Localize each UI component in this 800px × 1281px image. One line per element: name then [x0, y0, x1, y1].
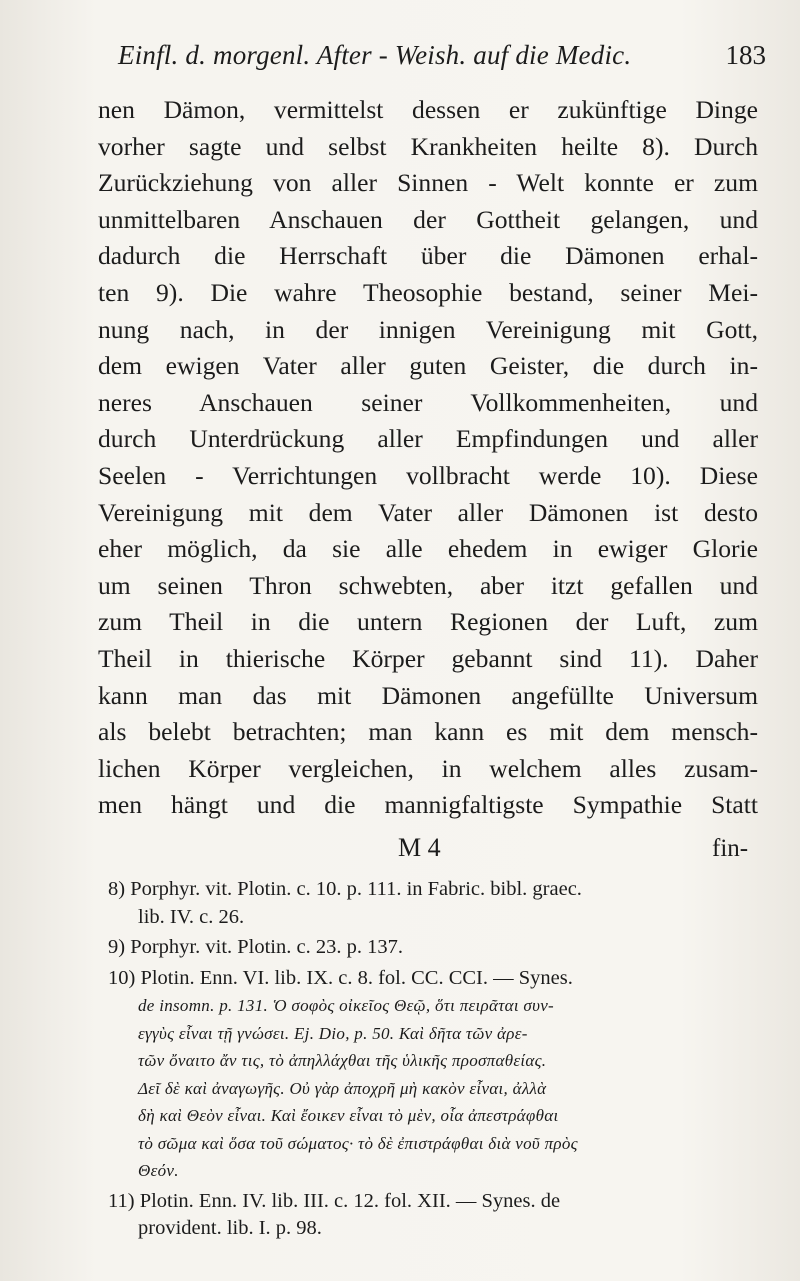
page-header [96, 40, 766, 84]
text-line: lichen Körper vergleichen, in welchem alles zusam- [98, 753, 758, 783]
footnote-line: lib. IV. c. 26. [138, 905, 245, 928]
footnote-line: 11) Plotin. Enn. IV. lib. III. c. 12. fol. XII. — Synes. de [108, 1189, 561, 1212]
footnote-line: τῶν ὄναιτο ἄν τις, τὸ ἀπηλλάχθαι τῆς ὑλικῆς προσπαθείας. [138, 1051, 547, 1070]
footnote-line: 9) Porphyr. vit. Plotin. c. 23. p. 137. [108, 936, 403, 958]
text-line: Zurückziehung von aller Sinnen - Welt konnte er zum [98, 168, 758, 198]
signature-mark: M 4 [398, 833, 441, 862]
footnote-line: δὴ καὶ Θεὸν εἶναι. Καὶ ἔοικεν εἶναι τὸ μὲν, οἷα ἀπεστράφθαι [138, 1106, 559, 1125]
text-line: als belebt betrachten; man kann es mit dem mensch- [98, 717, 758, 747]
text-line: men hängt und die mannigfaltigste Sympathie Statt [98, 790, 758, 820]
text-line: Theil in thierische Körper gebannt sind 11). Daher [98, 643, 758, 673]
footnote-line: provident. lib. I. p. 98. [138, 1217, 322, 1239]
footnote-10 [108, 965, 758, 1185]
text-line: nung nach, in der innigen Vereinigung mit Gott, [98, 314, 758, 344]
main-text [98, 92, 758, 824]
page-number: 183 [725, 40, 766, 70]
text-line: unmittelbaren Anschauen der Gottheit gelangen, und [98, 204, 758, 234]
text-line: zum Theil in die untern Regionen der Luft, zum [98, 607, 758, 637]
text-line: Seelen - Verrichtungen vollbracht werde 10). Diese [98, 460, 758, 490]
text-line: kann man das mit Dämonen angefüllte Universum [98, 680, 758, 710]
text-line: vorher sagte und selbst Krankheiten heilte 8). Durch [98, 131, 758, 161]
text-line: dem ewigen Vater aller guten Geister, die durch in- [98, 351, 758, 381]
footnote-line: 8) Porphyr. vit. Plotin. c. 10. p. 111. in Fabric. bibl. graec. [108, 878, 582, 900]
footnote-line: Δεῖ δὲ καὶ ἀναγωγῆς. Οὐ γὰρ ἀποχρῆ μὴ κακὸν εἶναι, ἀλλὰ [138, 1078, 547, 1098]
running-title: Einfl. d. morgenl. After - Weish. auf die Medic. [118, 40, 632, 70]
footnotes [108, 876, 758, 1246]
text-line: nen Dämon, vermittelst dessen er zukünftige Dinge [98, 95, 758, 124]
footnote-8 [108, 876, 758, 931]
text-line: durch Unterdrückung aller Empfindungen und aller [98, 424, 758, 454]
text-line: dadurch die Herrschaft über die Dämonen erhal- [98, 241, 758, 271]
catchword: fin- [712, 835, 749, 862]
footnote-line: εγγὺς εἶναι τῇ γνώσει. Ej. Dio, p. 50. Καὶ δῆτα τῶν ἀρε- [138, 1023, 528, 1043]
footnote-line: 10) Plotin. Enn. VI. lib. IX. c. 8. fol. CC. CCI. — Synes. [108, 966, 573, 989]
footnote-11 [108, 1188, 758, 1243]
footnote-line: de insomn. p. 131. Ὁ σοφὸς οἰκεῖος Θεῷ, ὅτι πειρᾶται συν- [138, 996, 555, 1015]
text-line: ten 9). Die wahre Theosophie bestand, seiner Mei- [98, 277, 758, 307]
footnote-line: τὸ σῶμα καὶ ὅσα τοῦ σώματος· τὸ δὲ ἐπιστράφθαι διὰ νοῦ πρὸς [138, 1133, 578, 1153]
footnote-line: Θεόν. [138, 1161, 179, 1180]
footnote-9 [108, 934, 758, 962]
text-line: neres Anschauen seiner Vollkommenheiten, und [98, 387, 758, 417]
text-line: Vereinigung mit dem Vater aller Dämonen ist desto [98, 497, 758, 527]
text-line: um seinen Thron schwebten, aber itzt gefallen und [98, 570, 758, 600]
text-line: eher möglich, da sie alle ehedem in ewiger Glorie [98, 534, 758, 564]
